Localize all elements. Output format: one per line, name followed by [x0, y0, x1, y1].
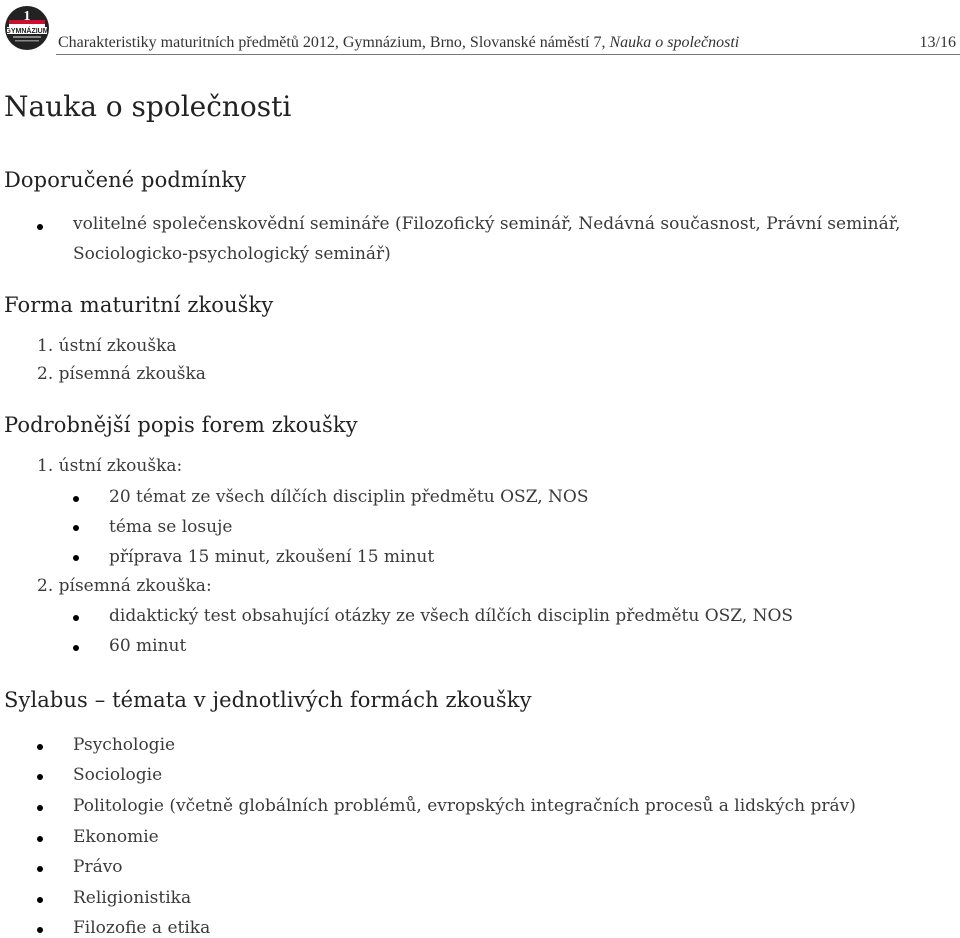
section-heading-popis: Podrobnější popis forem zkoušky: [4, 413, 358, 437]
list-item: 2. písemná zkouška:: [37, 576, 212, 596]
bullet-icon: [37, 744, 43, 750]
list-item: příprava 15 minut, zkoušení 15 minut: [109, 547, 435, 567]
page-header: [0, 0, 960, 56]
bullet-icon: [73, 555, 79, 561]
header-title: [58, 34, 739, 52]
bullet-icon: [37, 866, 43, 872]
bullet-icon: [37, 774, 43, 780]
list-item: Politologie (včetně globálních problémů, evropských integračních procesů a lidských práv): [73, 796, 856, 816]
section-heading-forma: Forma maturitní zkoušky: [4, 293, 274, 317]
list-item: Filozofie a etika: [73, 918, 211, 938]
list-item: 1. ústní zkouška:: [37, 456, 183, 476]
bullet-icon: [37, 805, 43, 811]
logo-text: GYMNÁZIUM: [5, 28, 49, 35]
list-item: Ekonomie: [73, 827, 159, 847]
bullet-icon: [37, 927, 43, 933]
list-item-continuation: Sociologicko-psychologický seminář): [73, 244, 391, 264]
list-item: téma se losuje: [109, 517, 233, 537]
list-item: Právo: [73, 857, 123, 877]
bullet-icon: [73, 645, 79, 651]
list-item: 20 témat ze všech dílčích disciplin předmětu OSZ, NOS: [109, 487, 589, 507]
school-logo: [3, 5, 51, 51]
section-heading-sylabus: Sylabus – témata v jednotlivých formách zkoušky: [4, 688, 532, 712]
list-item: Sociologie: [73, 765, 163, 785]
header-divider: [56, 54, 960, 55]
list-item: volitelné společenskovědní semináře (Filozofický seminář, Nedávná současnost, Právní seminář,: [73, 214, 901, 234]
list-item: Religionistika: [73, 888, 192, 908]
bullet-icon: [37, 897, 43, 903]
section-heading-doporucene: Doporučené podmínky: [4, 168, 247, 192]
bullet-icon: [73, 615, 79, 621]
header-subject: Nauka o společnosti: [609, 34, 740, 51]
list-item: didaktický test obsahující otázky ze všech dílčích disciplin předmětu OSZ, NOS: [109, 606, 794, 626]
list-item: 60 minut: [109, 636, 187, 656]
logo-number: 1: [23, 9, 31, 24]
bullet-icon: [73, 525, 79, 531]
page-number: 13/16: [919, 34, 956, 51]
page-title: Nauka o společnosti: [4, 90, 292, 123]
list-item: 2. písemná zkouška: [37, 364, 206, 384]
header-school-text: Charakteristiky maturitních předmětů 2012, Gymnázium, Brno, Slovanské náměstí 7,: [58, 34, 606, 51]
bullet-icon: [73, 496, 79, 502]
list-item: 1. ústní zkouška: [37, 336, 177, 356]
list-item: Psychologie: [73, 735, 176, 755]
bullet-icon: [37, 224, 43, 230]
bullet-icon: [37, 836, 43, 842]
